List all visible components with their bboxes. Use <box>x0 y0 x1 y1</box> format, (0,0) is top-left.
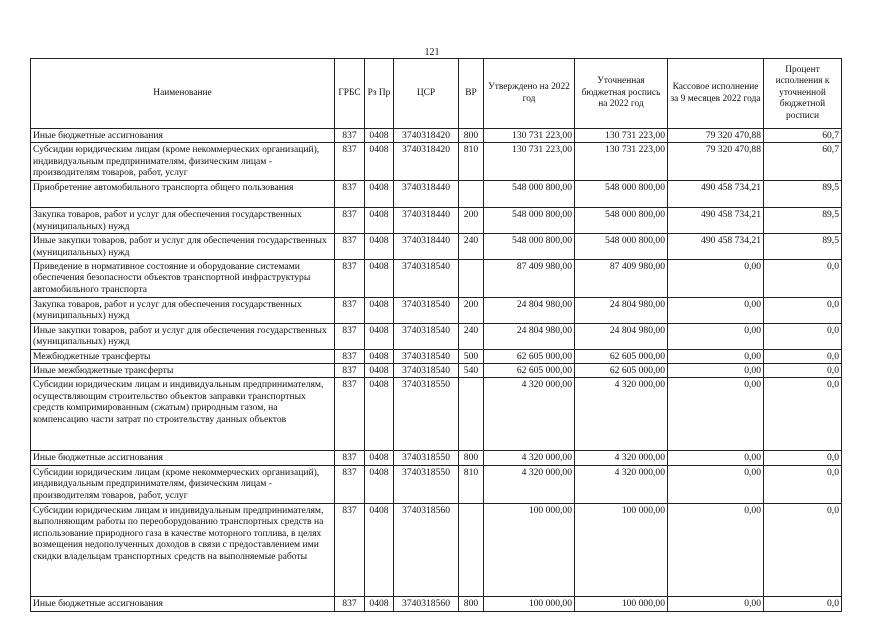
header-revised: Уточненная бюджетная роспись на 2022 год <box>575 59 668 129</box>
table-row <box>31 364 842 378</box>
row-approved-cell: 24 804 980,00 <box>484 298 575 324</box>
row-rzpr-cell: 0408 <box>365 298 394 324</box>
row-cash-cell: 0,00 <box>668 451 764 465</box>
row-name-cell: Приведение в нормативное состояние и оборудование системами обеспечения безопасности объектов транспортной инфраструктуры автомобильного транспорта <box>31 260 335 298</box>
row-cash-cell: 0,00 <box>668 260 764 298</box>
row-vr-cell: 500 <box>459 349 484 363</box>
table-row <box>31 323 842 349</box>
row-cash-cell: 490 458 734,21 <box>668 208 764 234</box>
row-rzpr-cell: 0408 <box>365 260 394 298</box>
row-grbs-cell: 837 <box>335 465 365 503</box>
row-grbs-cell: 837 <box>335 298 365 324</box>
row-revised-cell: 548 000 800,00 <box>575 208 668 234</box>
row-percent-cell: 89,5 <box>764 208 842 234</box>
row-revised-cell: 24 804 980,00 <box>575 298 668 324</box>
row-csr-cell: 3740318540 <box>394 260 459 298</box>
page-number: 121 <box>424 47 440 58</box>
table-row <box>31 260 842 298</box>
table-row <box>31 208 842 234</box>
row-csr-cell: 3740318540 <box>394 298 459 324</box>
row-revised-cell: 548 000 800,00 <box>575 234 668 260</box>
row-rzpr-cell: 0408 <box>365 465 394 503</box>
header-csr: ЦСР <box>394 59 459 129</box>
row-name-cell: Иные межбюджетные трансферты <box>31 364 335 378</box>
row-name-cell: Субсидии юридическим лицам (кроме некоммерческих организаций), индивидуальным предпринимателям, физическим лицам - производителям товаров, работ, услуг <box>31 143 335 181</box>
row-vr-cell <box>459 181 484 208</box>
header-approved: Утверждено на 2022 год <box>484 59 575 129</box>
row-revised-cell: 4 320 000,00 <box>575 378 668 451</box>
row-percent-cell: 0,0 <box>764 349 842 363</box>
row-rzpr-cell: 0408 <box>365 323 394 349</box>
row-name-cell: Закупка товаров, работ и услуг для обеспечения государственных (муниципальных) нужд <box>31 298 335 324</box>
row-grbs-cell: 837 <box>335 129 365 143</box>
row-csr-cell: 3740318540 <box>394 364 459 378</box>
row-vr-cell <box>459 378 484 451</box>
row-rzpr-cell: 0408 <box>365 364 394 378</box>
row-name-cell: Иные бюджетные ассигнования <box>31 451 335 465</box>
row-name-cell: Иные бюджетные ассигнования <box>31 129 335 143</box>
row-revised-cell: 100 000,00 <box>575 596 668 611</box>
row-rzpr-cell: 0408 <box>365 143 394 181</box>
row-csr-cell: 3740318550 <box>394 451 459 465</box>
row-grbs-cell: 837 <box>335 596 365 611</box>
row-grbs-cell: 837 <box>335 143 365 181</box>
row-name-cell: Субсидии юридическим лицам (кроме некоммерческих организаций), индивидуальным предпринимателям, физическим лицам - производителям товаров, работ, услуг <box>31 465 335 503</box>
row-cash-cell: 0,00 <box>668 503 764 596</box>
row-rzpr-cell: 0408 <box>365 349 394 363</box>
row-approved-cell: 100 000,00 <box>484 503 575 596</box>
table-row <box>31 451 842 465</box>
table-row <box>31 378 842 451</box>
row-percent-cell: 0,0 <box>764 364 842 378</box>
row-vr-cell <box>459 260 484 298</box>
row-grbs-cell: 837 <box>335 349 365 363</box>
row-vr-cell: 800 <box>459 596 484 611</box>
row-percent-cell: 0,0 <box>764 298 842 324</box>
header-percent: Процент исполнения к уточненной бюджетной росписи <box>764 59 842 129</box>
table-row <box>31 503 842 596</box>
row-revised-cell: 24 804 980,00 <box>575 323 668 349</box>
row-grbs-cell: 837 <box>335 503 365 596</box>
header-rzpr: Рз Пр <box>365 59 394 129</box>
row-percent-cell: 0,0 <box>764 503 842 596</box>
row-grbs-cell: 837 <box>335 181 365 208</box>
row-percent-cell: 0,0 <box>764 451 842 465</box>
row-approved-cell: 87 409 980,00 <box>484 260 575 298</box>
row-rzpr-cell: 0408 <box>365 596 394 611</box>
row-revised-cell: 4 320 000,00 <box>575 451 668 465</box>
row-cash-cell: 490 458 734,21 <box>668 181 764 208</box>
row-csr-cell: 3740318440 <box>394 234 459 260</box>
table-row <box>31 129 842 143</box>
table-row <box>31 181 842 208</box>
row-csr-cell: 3740318560 <box>394 596 459 611</box>
header-grbs: ГРБС <box>335 59 365 129</box>
row-cash-cell: 0,00 <box>668 298 764 324</box>
row-cash-cell: 490 458 734,21 <box>668 234 764 260</box>
row-vr-cell <box>459 503 484 596</box>
row-percent-cell: 0,0 <box>764 596 842 611</box>
row-name-cell: Приобретение автомобильного транспорта общего пользования <box>31 181 335 208</box>
row-grbs-cell: 837 <box>335 260 365 298</box>
row-rzpr-cell: 0408 <box>365 129 394 143</box>
header-vr: ВР <box>459 59 484 129</box>
table-body <box>31 129 842 612</box>
row-approved-cell: 548 000 800,00 <box>484 234 575 260</box>
row-cash-cell: 0,00 <box>668 465 764 503</box>
row-rzpr-cell: 0408 <box>365 451 394 465</box>
budget-table <box>30 58 842 612</box>
row-rzpr-cell: 0408 <box>365 503 394 596</box>
row-name-cell: Иные закупки товаров, работ и услуг для обеспечения государственных (муниципальных) нужд <box>31 323 335 349</box>
row-grbs-cell: 837 <box>335 234 365 260</box>
row-csr-cell: 3740318440 <box>394 181 459 208</box>
row-cash-cell: 79 320 470,88 <box>668 143 764 181</box>
row-vr-cell: 200 <box>459 208 484 234</box>
table-row <box>31 234 842 260</box>
row-revised-cell: 4 320 000,00 <box>575 465 668 503</box>
row-revised-cell: 130 731 223,00 <box>575 143 668 181</box>
row-vr-cell: 200 <box>459 298 484 324</box>
row-name-cell: Субсидии юридическим лицам и индивидуальным предпринимателям, выполняющим работы по переоборудованию транспортных средств на использование природного газа в качестве моторного топлива, в целях возмещения недополученных доходов в связи с предоставлением ими скидки владельцам транспортных средств на выполняемые работы <box>31 503 335 596</box>
row-rzpr-cell: 0408 <box>365 181 394 208</box>
row-cash-cell: 79 320 470,88 <box>668 129 764 143</box>
row-rzpr-cell: 0408 <box>365 378 394 451</box>
row-approved-cell: 130 731 223,00 <box>484 129 575 143</box>
row-percent-cell: 60,7 <box>764 143 842 181</box>
row-name-cell: Иные бюджетные ассигнования <box>31 596 335 611</box>
row-vr-cell: 800 <box>459 129 484 143</box>
row-approved-cell: 62 605 000,00 <box>484 364 575 378</box>
row-approved-cell: 548 000 800,00 <box>484 208 575 234</box>
row-revised-cell: 100 000,00 <box>575 503 668 596</box>
row-name-cell: Субсидии юридическим лицам и индивидуальным предпринимателям, осуществляющим строительство объектов заправки транспортных средств компримированным (сжатым) природным газом, на компенсацию части затрат по строительству данных объектов <box>31 378 335 451</box>
row-revised-cell: 62 605 000,00 <box>575 364 668 378</box>
row-percent-cell: 89,5 <box>764 234 842 260</box>
table-header-row <box>31 59 842 129</box>
row-approved-cell: 548 000 800,00 <box>484 181 575 208</box>
row-approved-cell: 4 320 000,00 <box>484 451 575 465</box>
row-csr-cell: 3740318560 <box>394 503 459 596</box>
row-rzpr-cell: 0408 <box>365 234 394 260</box>
row-csr-cell: 3740318540 <box>394 349 459 363</box>
row-grbs-cell: 837 <box>335 364 365 378</box>
row-rzpr-cell: 0408 <box>365 208 394 234</box>
row-name-cell: Межбюджетные трансферты <box>31 349 335 363</box>
row-approved-cell: 62 605 000,00 <box>484 349 575 363</box>
row-grbs-cell: 837 <box>335 323 365 349</box>
row-name-cell: Иные закупки товаров, работ и услуг для обеспечения государственных (муниципальных) нужд <box>31 234 335 260</box>
row-vr-cell: 800 <box>459 451 484 465</box>
row-csr-cell: 3740318550 <box>394 465 459 503</box>
row-approved-cell: 4 320 000,00 <box>484 378 575 451</box>
row-percent-cell: 0,0 <box>764 260 842 298</box>
row-approved-cell: 24 804 980,00 <box>484 323 575 349</box>
row-percent-cell: 0,0 <box>764 378 842 451</box>
row-percent-cell: 0,0 <box>764 323 842 349</box>
row-grbs-cell: 837 <box>335 208 365 234</box>
row-revised-cell: 130 731 223,00 <box>575 129 668 143</box>
row-cash-cell: 0,00 <box>668 596 764 611</box>
row-grbs-cell: 837 <box>335 378 365 451</box>
row-csr-cell: 3740318440 <box>394 208 459 234</box>
row-name-cell: Закупка товаров, работ и услуг для обеспечения государственных (муниципальных) нужд <box>31 208 335 234</box>
row-approved-cell: 130 731 223,00 <box>484 143 575 181</box>
row-csr-cell: 3740318540 <box>394 323 459 349</box>
row-vr-cell: 240 <box>459 323 484 349</box>
row-csr-cell: 3740318550 <box>394 378 459 451</box>
row-csr-cell: 3740318420 <box>394 129 459 143</box>
header-cash: Кассовое исполнение за 9 месяцев 2022 года <box>668 59 764 129</box>
row-vr-cell: 810 <box>459 465 484 503</box>
row-percent-cell: 60,7 <box>764 129 842 143</box>
row-vr-cell: 810 <box>459 143 484 181</box>
table-row <box>31 596 842 611</box>
table-row <box>31 349 842 363</box>
row-vr-cell: 540 <box>459 364 484 378</box>
table-row <box>31 465 842 503</box>
row-vr-cell: 240 <box>459 234 484 260</box>
header-name: Наименование <box>31 59 335 129</box>
row-revised-cell: 62 605 000,00 <box>575 349 668 363</box>
row-revised-cell: 87 409 980,00 <box>575 260 668 298</box>
row-approved-cell: 4 320 000,00 <box>484 465 575 503</box>
row-approved-cell: 100 000,00 <box>484 596 575 611</box>
row-cash-cell: 0,00 <box>668 323 764 349</box>
row-percent-cell: 0,0 <box>764 465 842 503</box>
row-percent-cell: 89,5 <box>764 181 842 208</box>
row-grbs-cell: 837 <box>335 451 365 465</box>
row-revised-cell: 548 000 800,00 <box>575 181 668 208</box>
row-cash-cell: 0,00 <box>668 364 764 378</box>
table-row <box>31 298 842 324</box>
row-csr-cell: 3740318420 <box>394 143 459 181</box>
row-cash-cell: 0,00 <box>668 378 764 451</box>
row-cash-cell: 0,00 <box>668 349 764 363</box>
table-row <box>31 143 842 181</box>
